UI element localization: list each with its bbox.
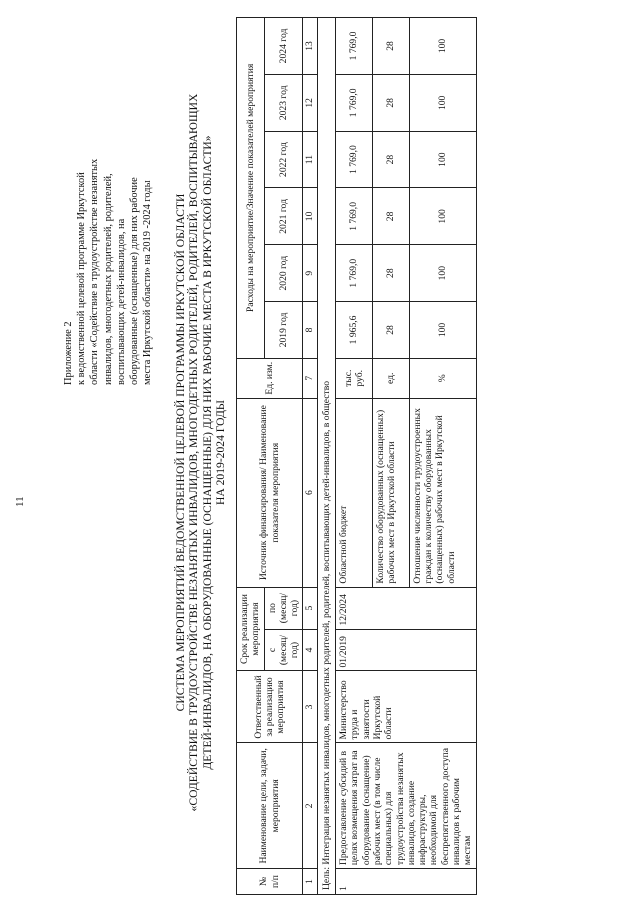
value-cell: 1 769,0 — [336, 188, 373, 245]
measure-row — [336, 18, 373, 895]
header-year: 2023 год — [264, 74, 303, 131]
value-cell: 1 965,6 — [336, 302, 373, 359]
title-line: НА 2019-2024 ГОДЫ — [214, 400, 228, 506]
col-number: 8 — [303, 302, 317, 359]
header-year: 2020 год — [264, 245, 303, 302]
col-number: 13 — [303, 18, 317, 75]
value-cell: 100 — [409, 74, 476, 131]
appendix-line: области «Содействие в трудоустройстве незанятых — [89, 158, 101, 385]
value-cell: 1 769,0 — [336, 245, 373, 302]
value-cell: 100 — [409, 245, 476, 302]
title-line: «СОДЕЙСТВИЕ В ТРУДОУСТРОЙСТВЕ НЕЗАНЯТЫХ ИНВАЛИДОВ, МНОГОДЕТНЫХ РОДИТЕЛЕЙ, РОДИТЕЛЕЙ, ВОСПИТЫВАЮЩИХ — [187, 93, 201, 812]
column-number-row — [303, 18, 317, 895]
measure-source: Количество оборудованных (оснащенных) рабочих мест в Иркутской области — [372, 398, 409, 587]
measure-unit: ед. — [372, 358, 409, 398]
value-cell: 28 — [372, 302, 409, 359]
value-cell: 28 — [372, 18, 409, 75]
header-unit: Ед. изм. — [237, 358, 303, 398]
appendix-line: инвалидов, многодетных родителей, родителей, — [102, 173, 114, 385]
header-period: Срок реализации мероприятия — [237, 587, 265, 671]
measure-unit: % — [409, 358, 476, 398]
measure-to: 12/2024 — [336, 587, 477, 629]
col-number: 10 — [303, 188, 317, 245]
header-row — [237, 18, 265, 895]
measure-responsible: Министерство труда и занятости Иркутской области — [336, 671, 477, 743]
value-cell: 28 — [372, 188, 409, 245]
header-source: Источник финансирования/ Наименование показателя мероприятия — [237, 398, 303, 587]
col-number: 4 — [303, 629, 317, 671]
header-year: 2022 год — [264, 131, 303, 188]
document-title — [174, 30, 228, 875]
value-cell: 28 — [372, 74, 409, 131]
col-number: 12 — [303, 74, 317, 131]
title-line: ДЕТЕЙ-ИНВАЛИДОВ, НА ОБОРУДОВАННЫЕ (ОСНАЩЕННЫЕ) ДЛЯ НИХ РАБОЧИЕ МЕСТА В ИРКУТСКОЙ ОБЛАСТИ» — [200, 135, 214, 770]
col-number: 7 — [303, 358, 317, 398]
appendix-line: места Иркутской области» на 2019 -2024 годы — [142, 180, 154, 385]
measure-unit: тыс. руб. — [336, 358, 373, 398]
header-name: Наименование цели, задачи, мероприятия — [237, 743, 303, 869]
appendix-line: Приложение 2 — [63, 321, 74, 385]
value-cell: 28 — [372, 245, 409, 302]
measure-source: Отношение численности трудоустроенных граждан к количеству оборудованных (оснащенных) рабочих мест в Иркутской области — [409, 398, 476, 587]
col-number: 11 — [303, 131, 317, 188]
header-num: № п/п — [237, 869, 303, 895]
col-number: 9 — [303, 245, 317, 302]
header-year: 2019 год — [264, 302, 303, 359]
measure-from: 01/2019 — [336, 629, 477, 671]
col-number: 6 — [303, 398, 317, 587]
value-cell: 100 — [409, 302, 476, 359]
measure-name: Предоставление субсидий в целях возмещения затрат на оборудование (оснащение) рабочих мест (в том числе специальных) для трудоустройства незанятых инвалидов, создание инфраструктуры, необходимой для беспрепятственного доступа инвалидов к рабочим местам — [336, 743, 477, 869]
measure-source: Областной бюджет — [336, 398, 373, 587]
header-year: 2024 год — [264, 18, 303, 75]
value-cell: 100 — [409, 131, 476, 188]
col-number: 5 — [303, 587, 317, 629]
goal-row — [317, 18, 335, 895]
value-cell: 100 — [409, 18, 476, 75]
col-number: 1 — [303, 869, 317, 895]
appendix-line: воспитывающих детей-инвалидов, на — [115, 218, 127, 385]
value-cell: 28 — [372, 131, 409, 188]
value-cell: 100 — [409, 188, 476, 245]
header-period-from: с (месяц/ год) — [264, 629, 303, 671]
value-cell: 1 769,0 — [336, 18, 373, 75]
appendix-note — [62, 65, 154, 385]
value-cell: 1 769,0 — [336, 74, 373, 131]
col-number: 3 — [303, 671, 317, 743]
col-number: 2 — [303, 743, 317, 869]
measures-table — [236, 17, 477, 895]
appendix-line: оборудованные (оснащенные) для них рабочие — [129, 177, 141, 385]
goal-text: Цель: Интеграция незанятых инвалидов, многодетных родителей, родителей, воспитывающих детей-инвалидов, в общество — [317, 18, 335, 895]
appendix-line: к ведомственной целевой программе Иркутской — [76, 172, 88, 385]
header-expenses: Расходы на мероприятие/Значение показателей мероприятия — [237, 18, 265, 359]
header-responsible: Ответственный за реализацию мероприятия — [237, 671, 303, 743]
header-year: 2021 год — [264, 188, 303, 245]
value-cell: 1 769,0 — [336, 131, 373, 188]
page-number: 11 — [14, 496, 26, 507]
title-line: СИСТЕМА МЕРОПРИЯТИЙ ВЕДОМСТВЕННОЙ ЦЕЛЕВОЙ ПРОГРАММЫ ИРКУТСКОЙ ОБЛАСТИ — [174, 193, 187, 712]
measure-num: 1 — [336, 869, 477, 895]
header-period-to: по (месяц/ год) — [264, 587, 303, 629]
